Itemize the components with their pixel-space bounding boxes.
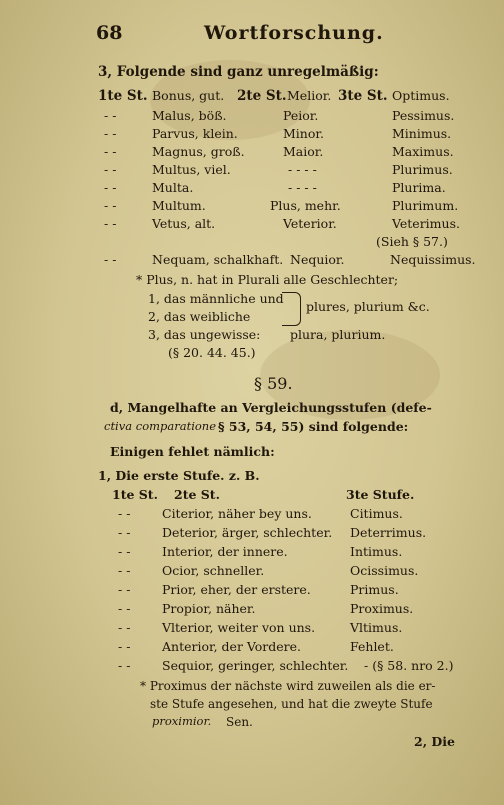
see-reference: (Sieh § 57.) [376,234,448,249]
col-head-1: 1te St. [112,487,158,502]
row-c1: Parvus, klein. [152,126,238,141]
note-3: 3, das ungewisse: [148,327,261,342]
nequam-c3: Nequissimus. [390,252,476,267]
row-c2: Melior. [287,88,332,103]
row-c1: Multum. [152,198,206,213]
row-c1: Vetus, alt. [152,216,216,231]
row-c2: Prior, eher, der erstere. [162,582,311,597]
row-c2: Interior, der innere. [162,544,288,559]
note-2: 2, das weibliche [148,309,251,324]
catchword: 2, Die [414,734,455,749]
section-intro-2a: ctiva comparatione [104,419,217,433]
row-c3: Optimus. [392,88,450,103]
section-intro-3: Einigen fehlet nämlich: [110,444,275,459]
row-c3: Intimus. [350,544,403,559]
row-c3: Minimus. [392,126,452,141]
row-c2: Vlterior, weiter von uns. [162,620,316,635]
proximus-note-3a: proximior. [152,714,212,728]
row-c3: - (§ 58. nro 2.) [364,658,454,673]
row-c3: Deterrimus. [350,525,427,540]
nequam-c2: Nequior. [290,252,345,267]
row-c3: Proximus. [350,601,414,616]
section-intro-1: d, Mangelhafte an Vergleichungsstufen (defe- [110,400,432,415]
row-c2: Ocior, schneller. [162,563,265,578]
row-c2: Anterior, der Vordere. [162,639,302,654]
row-c1: Multus, viel. [152,162,231,177]
row-c2: - - - - [288,162,317,177]
row-dash: - - [104,180,117,195]
row-dash: - - [104,144,117,159]
nequam-c1: Nequam, schalkhaft. [152,252,284,267]
col-head-1: 1te St. [98,88,148,104]
row-c3: Pessimus. [392,108,455,123]
row-c2: Plus, mehr. [270,198,341,213]
row-c2: Propior, näher. [162,601,256,616]
row-c3: Fehlet. [350,639,394,654]
row-c3: Maximus. [392,144,454,159]
book-page: 68 Wortforschung. 3, Folgende sind ganz unregelmäßig: 1te St. Bonus, gut. 2te St. Melior. 3te St. Optimus. - - Malus, böß. Peior. Pessimus. - - Parvus, klein. Minor. Minimus. - - Magnus, groß. Maior. Maximus. - - Multus, viel. - - - - Plurimus. - - Multa. - - - - Plurima. - - Multum. Plus, mehr. Plurimum. - - Vetus, alt. Veterior. Veterimus. (Sieh § 57.) - - Nequam, schalkhaft. Nequior. Nequissimus. * Plus, n. hat in Plurali alle Geschlechter; 1, das männliche und 2, das weibliche plures, plurium &c. 3, das ungewisse: plura, plurium. (§ 20. 44. 45.) § 59. d, Mangelhafte an Vergleichungsstufen (defe- ctiva comparatione § 53, 54, 55) sind folgende: Einigen fehlet nämlich: 1, Die erste Stufe. z. B. 1te St. 2te St. 3te Stufe. - - Citerior, näher bey uns. Citimus. - - Deterior, ärger, schlechter. Deterrimus. - - Interior, der innere. Intimus. - - Ocior, schneller. Ocissimus. - - Prior, eher, der erstere. Primus. - - Propior, näher. Proximus. - - Vlterior, weiter von uns. Vltimus. - - Anterior, der Vordere. Fehlet. - - Sequior, geringer, schlechter. - (§ 58. nro 2.) * Proximus der nächste wird zuweilen als die er- ste Stufe angesehen, und hat die zweyte Stufe proximior. Sen. 2, Die [0,0,504,805]
row-c3: Vltimus. [350,620,403,635]
col-head-3: 3te Stufe. [346,487,415,502]
row-c3: Ocissimus. [350,563,419,578]
row-dash: - - [104,126,117,141]
note-3-forms: plura, plurium. [290,327,386,342]
row-c1: Malus, böß. [152,108,227,123]
note-plus: * Plus, n. hat in Plurali alle Geschlechter; [136,272,399,287]
row-c3: Plurima. [392,180,446,195]
row-c2: Minor. [283,126,324,141]
section-intro-2b: § 53, 54, 55) sind folgende: [218,419,409,434]
row-c1: Magnus, groß. [152,144,245,159]
row-c1: Bonus, gut. [152,88,225,103]
row-dash: - - [104,198,117,213]
row-c2: Peior. [283,108,319,123]
row-c3: Plurimus. [392,162,453,177]
row-dash: - - [104,162,117,177]
row-c2: Veterior. [283,216,337,231]
proximus-note-1: * Proximus der nächste wird zuweilen als die er- [140,679,436,693]
proximus-note-2: ste Stufe angesehen, und hat die zweyte Stufe [150,697,433,711]
row-c3: Veterimus. [392,216,460,231]
sub-heading: 1, Die erste Stufe. z. B. [98,468,260,483]
row-dash: - - [104,216,117,231]
row-c3: Primus. [350,582,399,597]
page-number: 68 [96,22,123,44]
note-1: 1, das männliche und [148,291,284,306]
row-c2: Maior. [283,144,324,159]
row-c1: Multa. [152,180,194,195]
col-head-3: 3te St. [338,88,388,104]
proximus-note-3b: Sen. [226,715,253,729]
col-head-2: 2te St. [174,487,220,502]
note-brace-text: plures, plurium &c. [306,299,430,314]
row-c2: Citerior, näher bey uns. [162,506,312,521]
row-c3: Plurimum. [392,198,459,213]
note-reference: (§ 20. 44. 45.) [168,345,256,360]
running-title: Wortforschung. [204,22,384,44]
row-c2: Sequior, geringer, schlechter. [162,658,349,673]
item3-heading: 3, Folgende sind ganz unregelmäßig: [98,64,379,80]
brace [282,292,301,326]
row-c2: - - - - [288,180,317,195]
row-dash: - - [104,108,117,123]
col-head-2: 2te St. [237,88,287,104]
section-number: § 59. [254,374,293,393]
row-c3: Citimus. [350,506,403,521]
row-c2: Deterior, ärger, schlechter. [162,525,333,540]
